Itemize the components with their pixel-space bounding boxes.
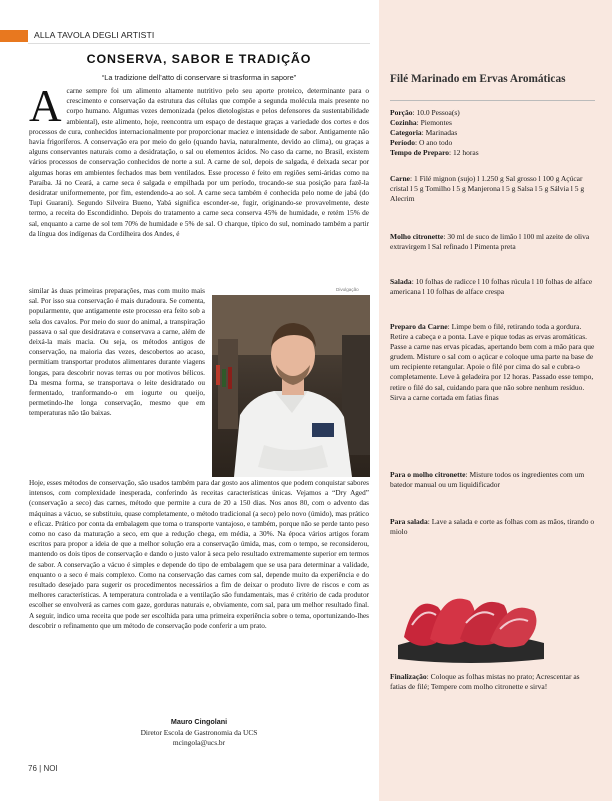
author-email: mcingola@ucs.br xyxy=(172,738,226,747)
article-paragraph-3: Hoje, esses métodos de conservação, são usados também para dar gosto aos alimentos que podem conquistar sabores intensos, com complexidade inesperada, conferindo às receitas características únicas. Vejamos a “Dry Aged” (conservação a seco) das carnes, método que permite a cura de 20 a 150 dias. Nos anos 80, com o advento das máquinas a vácuo, se substituiu, quase completamente, o método tradicional (a seco) pelo novo (úmido), mas prático e eficaz. Prático por conta da embalagem que toma o transporte vantajoso, e também, porque não se perde tanto peso como no caso da maturação a seco, em que a redução chega, em média, a 30%. Na época vários artigos foram escritos para propor a ideia de que a melhor solução era a conservação úmida, mas, com o tempo, se reconsiderou, mantendo os dois tipos de conservação e dando o justo valor à seca pelo resultado extremamente superior em termos de sabor. A conservação a vácuo é simples e depende do tipo de embalagem que se usa para determinar a validade, enquanto o a seco é mais complexo. Como na conservação das carnes com sal, depende muito da experiência e do resultado desejado para sugerir os procedimentos necessários a fim de deixar o produto livre de riscos e com as melhores características. A temperatura controlada e a ventilação são fundamentais, mas é critério de cada produtor escolher se envolverá as carnes com gaze, gorduras naturais e, obviamente, com sal, para um melhor resultado final. A seguir, indico uma receita que pode ser escolhida para uma primeira experiência sobre o tema, oportunizando-lhes descobrir o refinamento que um método de conservação pode conferir a um prato. xyxy=(29,479,369,630)
meta-row: Categoria: Marinadas xyxy=(390,128,458,138)
paragraph-1-text: carne sempre foi um alimento altamente nutritivo pelo seu aporte proteico, determinante para o crescimento e conservação da estrutura das células que compõe a segunda molécula mais presente no corpo humano. Algumas vezes demonizada (pelos dietologistas e pelos defensores da sustentabilidade ambiental), este alimento, hoje, reencontra um espaço de destaque graças a variedade dos cortes e dos processos de cura, conhecidos internacionalmente por proporcionar maciez e intensidade de sabor. Antigamente não havia frigoríferos. A conservação era por meio do gelo (quando havia, naturalmente, devido ao clima), ou graças a alguns conservantes naturais como a desidratação, o sal ou elementos ácidos. No caso da carne, no Brasil, existem vários processos de conservação conhecidos de norte a sul. A carne de sol, depois de salgada, é deixada secar por algumas horas em ambientes fechados mas bem ventilados. Esse processo é feito em regiões semi-áridas como na Paraíba. Já no Ceará, a carne seca é salgada e empilhada por um período, trocando-se sua posição para fazê-la desidratar uniformemente, por fim, estendendo-a ao sol. A carne seca também é conhecida pelo nome de jabá (do Tupi Guarani). Segundo Silveira Bueno, Yabá significa esconder-se, fugir, originando-se provavelmente, deste termo, a receita do Escondidinho. Depois do tratamento a carne seca conserva 45% de humidade, e retém 15% de sal, enquanto a carne de sol tem 70% de humidade e 5% de sal. O charque, típico do sul, nominado também a partir da língua dos indígenas da Cordilheira dos Andes, é xyxy=(29,87,369,238)
article-title: CONSERVA, SABOR E TRADIÇÃO xyxy=(86,52,312,66)
article-paragraph-2: similar às duas primeiras preparações, mas com muito mais sal. Por isso sua conservação é mais duradoura. Se comenta, popularmente, que antigamente este processo era feito sob a sela dos cavalos. Por meio do suor do animal, a transpiração passava o sal que desidratava e conservava a carne, além de deixá-la mais macia. Ou seja, os métodos antigos de conservação, na maioria das vezes, descobertos ao acaso, permitiam transportar produtos alimentares durante viagens longas, para descobrir novas terras ou por motivos bélicos. Da mesma forma, se transportava o leite desidratado ou fermentado, tranformando-o em iogurte ou queijo, permetindo-lhe longa conservação, mesmo que em temperaturas não tão baixas. xyxy=(29,287,205,418)
ingredients-carne: Carne: 1 Filé mignon (sujo) l 1.250 g Sal grosso l 100 g Açúcar cristal l 5 g Tomilho l 5 g Manjerona l 5 g Salsa l 5 g Sálvia l 5 g Alecrim xyxy=(390,174,585,204)
recipe-divider xyxy=(390,100,595,101)
carpaccio-photo xyxy=(396,585,546,667)
page-number: 76 xyxy=(28,764,37,773)
footer-separator: | xyxy=(39,764,42,773)
drop-cap: A xyxy=(29,81,62,131)
recipe-meta xyxy=(390,108,595,158)
preparo-carne: Preparo da Carne: Limpe bem o filé, retirando toda a gordura. Retire a cabeça e a ponta. Lave e pique todas as ervas aromáticas. Passe a carne nas ervas picadas, apertando bem com a mão para que grudem. Misture o sal com o açúcar e coloque uma parte na base de um recipiente retangular. Apoie o filé por cima do sal e cubra-o completamente. Leve à geladeira por 12 horas. Passado esse tempo, retire o filé do sal, cuidando para que não sobre nenhum resíduo. Sirva a carne cortada em fatias finas xyxy=(390,322,595,402)
article-paragraph-1 xyxy=(29,81,369,282)
section-label: ALLA TAVOLA DEGLI ARTISTI xyxy=(34,30,155,40)
author-name: Mauro Cingolani xyxy=(170,717,228,726)
chef-photo xyxy=(212,295,370,477)
photo-credit: Divulgação xyxy=(336,287,359,292)
ingredients-salada: Salada: 10 folhas de radicce l 10 folhas rúcula l 10 folhas de alface americana l 10 folhas de alface crespa xyxy=(390,277,593,297)
preparo-salada: Para salada: Lave a salada e corte as folhas com as mãos, tirando o miolo xyxy=(390,517,595,537)
section-accent-bar xyxy=(0,30,28,42)
meta-row: Tempo de Preparo: 12 horas xyxy=(390,148,479,158)
ingredients-molho: Molho citronette: 30 ml de suco de limão l 100 ml azeite de oliva extravirgem l Sal refinado l Pimenta preta xyxy=(390,232,590,252)
page-footer xyxy=(28,764,58,773)
recipe-title: Filé Marinado em Ervas Aromáticas xyxy=(390,73,566,85)
meta-row: Período: O ano todo xyxy=(390,138,453,148)
header-divider xyxy=(28,43,370,44)
meta-row: Porção: 10.0 Pessoa(s) xyxy=(390,108,460,117)
meta-row: Cozinha: Piemontes xyxy=(390,118,452,128)
author-role: Diretor Escola de Gastronomia da UCS xyxy=(140,728,258,737)
preparo-molho: Para o molho citronette: Misture todos os ingredientes com um batedor manual ou um liquidificador xyxy=(390,470,585,490)
article-subtitle: “La tradizione dell’atto di conservare si trasforma in sapore” xyxy=(101,73,297,82)
finalizacao: Finalização: Coloque as folhas mistas no prato; Acrescentar as fatias de filé; Tempere com molho citronette e sirva! xyxy=(390,672,580,692)
magazine-name: NOI xyxy=(43,764,58,773)
